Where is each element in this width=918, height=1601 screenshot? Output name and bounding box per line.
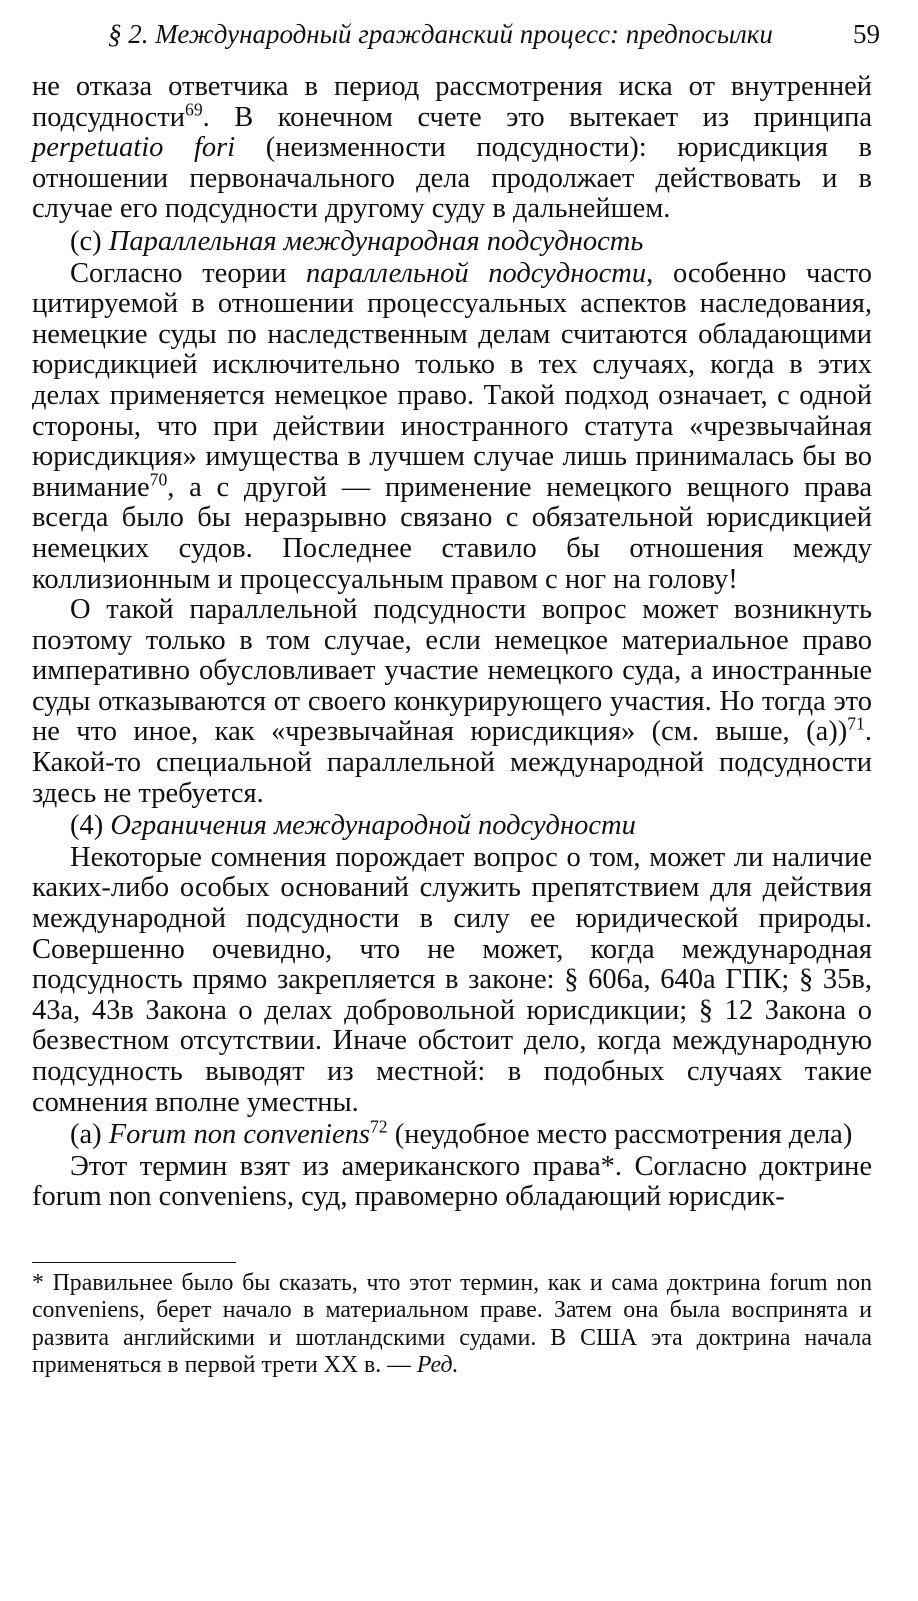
footnote-ref: 72 xyxy=(369,1116,388,1137)
paragraph: Этот термин взят из американского права*. Согласно доктрине forum non conveniens, суд, правомерно обладающий юрисдик- xyxy=(32,1150,872,1213)
paragraph: не отказа ответчика в период рассмотрения иска от внутренней подсудности$^{69}$. В конечном счете это вытекает из принципа perpetuatio fori (неизменности подсудности): юрисдикция в отношении первоначального дела продолжает действовать и в случае его подсудности другому суду в дальнейшем. xyxy=(32,71,872,225)
footnote-separator xyxy=(32,1262,236,1263)
paragraph: Некоторые сомнения порождает вопрос о том, может ли наличие каких-либо особых оснований служить препятствием для действия международной подсудности в силу ее юридической природы. Совершенно очевидно, что не может, когда международная подсудность прямо закрепляется в законе: § 606а, 640а ГПК; § 35в, 43а, 43в Закона о делах добровольной юрисдикции; § 12 Закона о безвестном отсутствии. Иначе обстоит дело, когда международную подсудность выводят из местной: в подобных случаях такие сомнения вполне уместны. xyxy=(32,841,872,1118)
section-heading: (с) Параллельная международная подсудность xyxy=(70,225,644,257)
section-heading: (а) Forum non conveniens$^{72}$ (неудобное место рассмотрения дела) xyxy=(70,1116,853,1151)
footnote-ref: 69 xyxy=(184,99,203,120)
latin-term: perpetuatio fori xyxy=(32,132,236,164)
paragraph: О такой параллельной подсудности вопрос может возникнуть поэтому только в том случае, если немецкое материальное право императивно обусловливает участие немецкого суда, а иностранные суды отказываются от своего конкурирующего участия. Но тогда это не что иное, как «чрезвычайная юрисдикция» (см. выше, (а))$^{71}$. Какой-то специальной параллельной международной подсудности здесь не требуется. xyxy=(32,594,872,809)
page-number: 59 xyxy=(853,19,880,49)
running-head-title: § 2. Международный гражданский процесс: предпосылки xyxy=(108,19,773,49)
emphasis: параллельной подсудности xyxy=(306,257,647,289)
footnote: * Правильнее было бы сказать, что этот термин, как и сама доктрина forum non conveniens, берет начало в материальном праве. Затем она была воспринята и развита английскими и шотландскими судами. В США эта доктрина начала применяться в первой трети XX в. — Ред. xyxy=(32,1270,872,1379)
footnote-ref: 71 xyxy=(847,713,865,734)
editor-signature: Ред. xyxy=(416,1352,459,1379)
main-text xyxy=(32,72,872,1213)
running-head xyxy=(32,14,880,54)
footnote-ref: 70 xyxy=(149,469,168,490)
section-heading: (4) Ограничения международной подсудности xyxy=(70,810,636,842)
paragraph: Согласно теории параллельной подсудности, особенно часто цитируемой в отношении процессуальных аспектов наследования, немецкие суды по наследственным делам считаются обладающими юрисдикцией исключительно только в тех случаях, когда в этих делах применяется немецкое право. Такой подход означает, с одной стороны, что при действии иностранного статута «чрезвычайная юрисдикция» имущества в лучшем случае лишь принималась бы во внимание$^{70}$, а с другой — применение немецкого вещного права всегда было бы неразрывно связано с обязательной юрисдикцией немецких судов. Последнее ставило бы отношения между коллизионным и процессуальным правом с ног на голову! xyxy=(32,257,872,595)
